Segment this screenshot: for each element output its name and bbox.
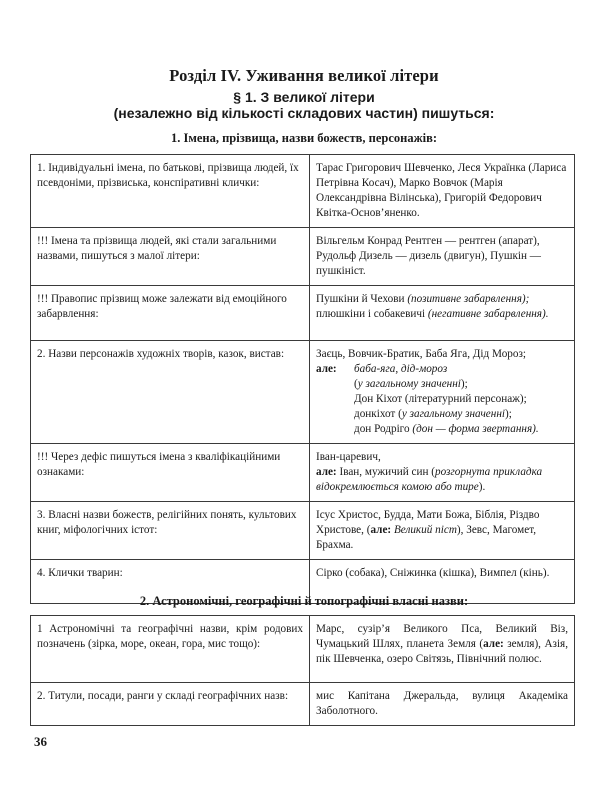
rule-cell: 2. Назви персонажів художніх творів, казок, вистав: — [31, 341, 310, 444]
table-row — [31, 444, 575, 502]
rule-cell: 3. Власні назви божеств, релігійних понять, культових книг, міфологічних істот: — [31, 502, 310, 560]
ale-label: але: — [316, 363, 337, 375]
ale-label: але: — [483, 638, 504, 650]
rule-cell: !!! Правопис прізвищ може залежати від емоційного забарвлення: — [31, 286, 310, 341]
example-line: баба-яга, дід-мороз — [354, 363, 448, 375]
example-cell — [310, 502, 575, 560]
example-text: земля), Азія, пік Шевченка, озеро Світязь, Північний полюс. — [316, 638, 568, 665]
example-cell — [310, 286, 575, 341]
example-text: Марс, сузір’я Великого Пса, Великий Віз, Чумацький Шлях, планета Земля ( — [316, 623, 568, 650]
exception-lines — [354, 362, 568, 437]
note-text: розгорнута прикладка відокремлюється комою або тире — [316, 466, 543, 493]
exception-block — [316, 362, 568, 437]
group1-heading: 1. Імена, прізвища, назви божеств, персонажів: — [170, 131, 438, 145]
paren: ). — [478, 481, 486, 493]
note-text: (негативне забарвлення). — [427, 308, 549, 320]
example-line — [354, 422, 568, 437]
example-cell: Сірко (собака), Сніжинка (кішка), Вимпел (кінь). — [310, 560, 575, 604]
note-text: (позитивне забарвлення); — [407, 293, 530, 305]
rule-cell: !!! Через дефіс пишуться імена з кваліфікаційними ознаками: — [31, 444, 310, 502]
example-cell: мис Капітана Джеральда, вулиця Академіка Заболотного. — [310, 683, 575, 726]
example-text: плюшкіни і собакевичі — [316, 308, 428, 320]
note-text: у загальному значенні — [401, 408, 505, 420]
section-subtitle: (незалежно від кількості складових частин) пишуться: — [113, 105, 495, 121]
paren: ( — [354, 378, 358, 390]
section-title: § 1. З великої літери — [233, 89, 375, 105]
note-text: у загальному значенні — [357, 378, 461, 390]
paren: ); — [504, 408, 512, 420]
table-row — [31, 616, 575, 683]
chapter-title: Розділ IV. Уживання великої літери — [169, 66, 439, 85]
rule-cell: 1 Астрономічні та географічні назви, крім родових позначень (зірка, море, океан, гора, мис тощо): — [31, 616, 310, 683]
table-row — [31, 683, 575, 726]
note-text: Великий піст — [391, 524, 457, 536]
example-line — [316, 465, 568, 495]
rule-cell: !!! Імена та прізвища людей, які стали загальними назвами, пишуться з малої літери: — [31, 228, 310, 286]
example-line: Дон Кіхот (літературний персонаж); — [354, 393, 527, 405]
example-text: донкіхот ( — [354, 408, 402, 420]
example-text: дон Родріго — [354, 423, 413, 435]
example-text: ), Зевс, Магомет, Брахма. — [316, 524, 537, 551]
example-line: Заєць, Вовчик-Братик, Баба Яга, Дід Мороз; — [316, 348, 526, 360]
example-cell — [310, 616, 575, 683]
example-cell: Тарас Григорович Шевченко, Леся Українка (Лариса Петрівна Косач), Марко Вовчок (Марія Олександрівна Вілінська), Григорій Федорович Квітка-Основ’яненко. — [310, 155, 575, 228]
note-text: (дон — форма звертання). — [412, 423, 539, 435]
rule-cell: 4. Клички тварин: — [31, 560, 310, 604]
table-row — [31, 502, 575, 560]
example-line — [354, 407, 568, 422]
table-row — [31, 155, 575, 228]
example-text: Іван, мужичий син ( — [336, 466, 435, 478]
table-row — [31, 341, 575, 444]
paren: ); — [460, 378, 468, 390]
example-text: Пушкіни й Чехови — [316, 293, 408, 305]
rule-cell: 1. Індивідуальні імена, по батькові, прізвища людей, їх псевдоніми, прізвиська, конспіративні клички: — [31, 155, 310, 228]
ale-label: але: — [316, 466, 337, 478]
group2-heading: 2. Астрономічні, географічні й топографічні власні назви: — [139, 594, 469, 608]
ale-label: але: — [370, 524, 392, 536]
table-row — [31, 228, 575, 286]
group2-table — [30, 615, 575, 726]
page-number: 36 — [34, 734, 47, 749]
example-cell: Вільгельм Конрад Рентген — рентген (апарат), Рудольф Дизель — дизель (двигун), Пушкін — пушкініст. — [310, 228, 575, 286]
table-row — [31, 286, 575, 341]
example-line — [354, 377, 568, 392]
rule-cell: 2. Титули, посади, ранги у складі географічних назв: — [31, 683, 310, 726]
example-cell — [310, 444, 575, 502]
example-text: Ісус Христос, Будда, Мати Божа, Біблія, Різдво Христове, ( — [316, 509, 540, 536]
example-cell — [310, 341, 575, 444]
example-line: Іван-царевич, — [316, 451, 381, 463]
group1-table — [30, 154, 575, 604]
